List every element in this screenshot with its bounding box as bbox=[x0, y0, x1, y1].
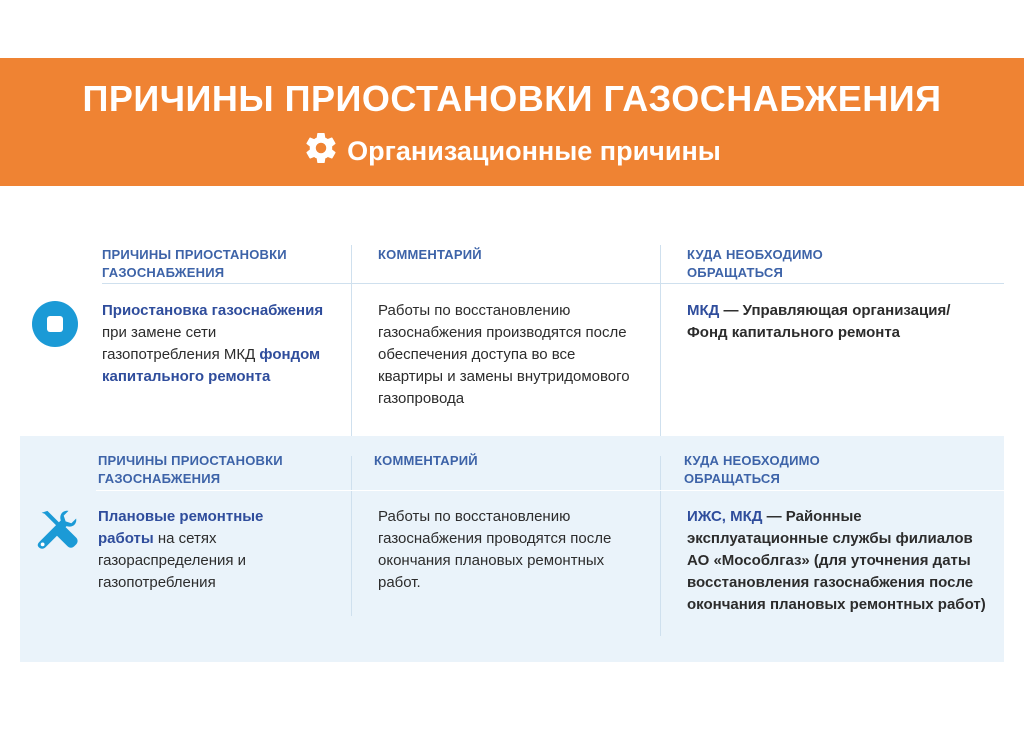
column-header-comment: КОММЕНТАРИЙ bbox=[374, 453, 478, 468]
tools-icon bbox=[34, 507, 80, 553]
subtitle-text: Организационные причины bbox=[347, 136, 721, 166]
page-subtitle bbox=[0, 130, 1024, 167]
divider bbox=[351, 245, 352, 436]
row-2-comment: Работы по восстановлению газоснабжения проводятся после окончания плановых ремонтных работ. bbox=[378, 508, 612, 591]
column-header-contact: КУДА НЕОБХОДИМО ОБРАЩАТЬСЯ bbox=[684, 453, 820, 486]
divider bbox=[102, 283, 1004, 284]
row-1-contact: МКД — Управляющая организация/Фонд капитального ремонта bbox=[687, 302, 951, 341]
column-header-comment: КОММЕНТАРИЙ bbox=[378, 247, 482, 262]
divider bbox=[351, 456, 352, 616]
divider bbox=[96, 490, 1004, 491]
row-2-reason: Плановые ремонтные работы на сетях газораспределения и газопотребления bbox=[98, 508, 264, 591]
stop-icon bbox=[32, 301, 78, 347]
gear-icon bbox=[303, 130, 339, 166]
divider bbox=[660, 245, 661, 436]
column-header-reason: ПРИЧИНЫ ПРИОСТАНОВКИ ГАЗОСНАБЖЕНИЯ bbox=[98, 453, 283, 486]
page-title: ПРИЧИНЫ ПРИОСТАНОВКИ ГАЗОСНАБЖЕНИЯ bbox=[82, 78, 942, 119]
row-2-contact: ИЖС, МКД — Районные эксплуатационные службы филиалов АО «Мособлгаз» (для уточнения даты восстановления газоснабжения после окончания плановых ремонтных работ) bbox=[687, 508, 986, 613]
row-1-reason: Приостановка газоснабжения при замене сети газопотребления МКД фондом капитального ремонта bbox=[102, 302, 324, 385]
column-header-reason: ПРИЧИНЫ ПРИОСТАНОВКИ ГАЗОСНАБЖЕНИЯ bbox=[102, 247, 287, 280]
divider bbox=[660, 456, 661, 636]
column-header-contact: КУДА НЕОБХОДИМО ОБРАЩАТЬСЯ bbox=[687, 247, 823, 280]
row-1-comment: Работы по восстановлению газоснабжения производятся после обеспечения доступа во все квартиры и замены внутридомового газопровода bbox=[378, 302, 630, 407]
